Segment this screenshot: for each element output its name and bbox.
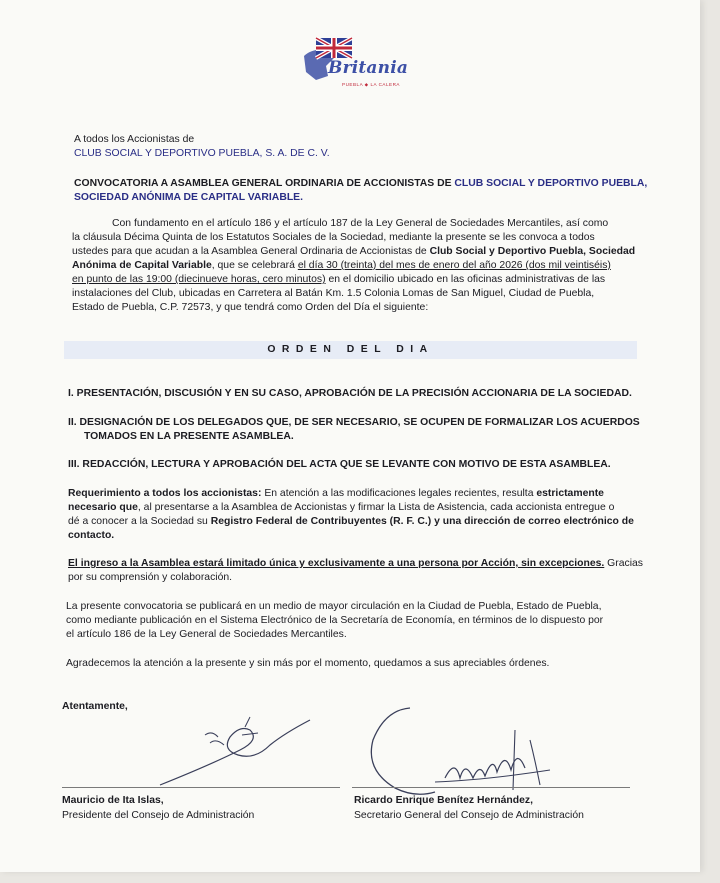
convocation-title-main: CONVOCATORIA A ASAMBLEA GENERAL ORDINARIA DE ACCIONISTAS DE <box>74 178 455 189</box>
president-title: Presidente del Consejo de Administración <box>62 810 255 821</box>
intro-line-4-text: , que se celebrará <box>211 260 298 271</box>
logo-tagline: PUEBLA ◆ LA CALERA <box>342 82 400 87</box>
requirement-emphasis-2: necesario que <box>68 502 138 513</box>
intro-line-4 <box>72 259 611 273</box>
intro-line-1: Con fundamento en el artículo 186 y el artículo 187 de la Ley General de Sociedades Mercantiles, así como <box>112 218 609 229</box>
intro-line-7: Estado de Puebla, C.P. 72573, y que tendrá como Orden del Día el siguiente: <box>72 302 429 313</box>
limit-thanks: Gracias <box>604 558 643 569</box>
convocation-title <box>74 177 647 191</box>
requirement-line-3-text: dé a conocer a la Sociedad su <box>68 516 211 527</box>
requirement-emphasis: estrictamente <box>536 488 604 499</box>
company-name: CLUB SOCIAL Y DEPORTIVO PUEBLA, S. A. DE C. V. <box>74 148 330 159</box>
agenda-item-3: III. REDACCIÓN, LECTURA Y APROBACIÓN DEL ACTA QUE SE LEVANTE CON MOTIVO DE ESTA ASAMBLEA. <box>68 459 611 470</box>
president-name: Mauricio de Ita Islas, <box>62 795 164 806</box>
secretary-signature <box>365 700 555 805</box>
requirement-label: Requerimiento a todos los accionistas: <box>68 488 262 499</box>
salutation: A todos los Accionistas de <box>74 134 195 145</box>
intro-line-3 <box>72 245 635 259</box>
requirement-line-4: contacto. <box>68 530 115 541</box>
assembly-date: el día 30 (treinta) del mes de enero del año 2026 (dos mil veintiséis) <box>297 260 611 271</box>
intro-line-4-company: Anónima de Capital Variable <box>72 260 212 271</box>
limit-notice: El ingreso a la Asamblea estará limitado única y exclusivamente a una persona por Acción, sin excepciones. <box>68 558 605 569</box>
assembly-time: en punto de las 19:00 (diecinueve horas, cero minutos) <box>72 274 326 285</box>
intro-line-3-company: Club Social y Deportivo Puebla, Sociedad <box>429 246 636 257</box>
requirement-rfc: Registro Federal de Contribuyentes (R. F. C.) y una dirección de correo electrónico de <box>210 516 634 527</box>
convocation-title-company: CLUB SOCIAL Y DEPORTIVO PUEBLA, <box>454 178 648 189</box>
secretary-name: Ricardo Enrique Benítez Hernández, <box>354 795 533 806</box>
intro-line-6: instalaciones del Club, ubicadas en Carretera al Batán Km. 1.5 Colonia Lomas de San Miguel, Ciudad de Puebla, <box>72 288 595 299</box>
limit-line-1 <box>68 557 643 571</box>
publication-line-3: el artículo 186 de la Ley General de Sociedades Mercantiles. <box>66 629 347 640</box>
president-signature-line <box>62 787 340 788</box>
agenda-title: ORDEN DEL DIA <box>267 344 434 355</box>
signoff: Atentamente, <box>62 701 128 712</box>
requirement-line-1 <box>68 487 604 501</box>
agenda-item-1: I. PRESENTACIÓN, DISCUSIÓN Y EN SU CASO, APROBACIÓN DE LA PRECISIÓN ACCIONARIA DE LA SOCIEDAD. <box>68 388 632 399</box>
secretary-signature-line <box>352 787 630 788</box>
publication-line-1: La presente convocatoria se publicará en un medio de mayor circulación en la Ciudad de Puebla, Estado de Puebla, <box>66 601 602 612</box>
agenda-item-2-cont: TOMADOS EN LA PRESENTE ASAMBLEA. <box>84 431 294 442</box>
britania-logo <box>298 36 410 96</box>
requirement-line-2 <box>68 501 614 515</box>
intro-line-5 <box>72 273 605 287</box>
secretary-title: Secretario General del Consejo de Administración <box>354 810 584 821</box>
agenda-item-2: II. DESIGNACIÓN DE LOS DELEGADOS QUE, DE SER NECESARIO, SE OCUPEN DE FORMALIZAR LOS ACUERDOS <box>68 417 640 428</box>
requirement-line-3 <box>68 515 634 529</box>
president-signature <box>150 705 325 795</box>
limit-line-2: por su comprensión y colaboración. <box>68 572 233 583</box>
convocation-title-line2: SOCIEDAD ANÓNIMA DE CAPITAL VARIABLE. <box>74 192 303 203</box>
closing-line: Agradecemos la atención a la presente y sin más por el momento, quedamos a sus apreciables órdenes. <box>66 658 550 669</box>
logo-brand-text: Britania <box>328 58 409 78</box>
intro-line-2: la cláusula Décima Quinta de los Estatutos Sociales de la Sociedad, mediante la presente se les convoca a todos <box>72 232 595 243</box>
publication-line-2: como mediante publicación en el Sistema Electrónico de la Secretaría de Economía, en términos de lo dispuesto por <box>66 615 604 626</box>
intro-line-3-text: ustedes para que acudan a la Asamblea General Ordinaria de Accionistas de <box>72 246 430 257</box>
requirement-line-2-text: , al presentarse a la Asamblea de Accionistas y firmar la Lista de Asistencia, cada accionista entregue o <box>137 502 615 513</box>
intro-line-5-text: en el domicilio ubicado en las oficinas administrativas de las <box>325 274 606 285</box>
requirement-line-1-text: En atención a las modificaciones legales recientes, resulta <box>261 488 537 499</box>
